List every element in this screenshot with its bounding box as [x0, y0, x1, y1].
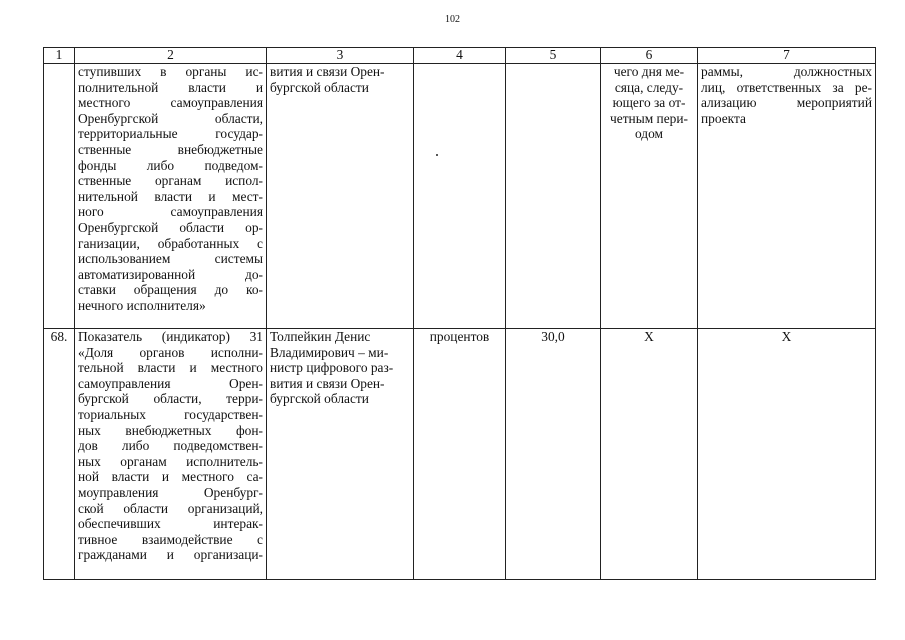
deadline-cell: [601, 64, 698, 329]
text-line: тельной власти и местного: [78, 360, 263, 376]
text-line: ступивших в органы ис-: [78, 64, 263, 79]
text-line: ственные органам испол-: [78, 173, 263, 189]
indicator-table: [43, 47, 876, 580]
text-line: нечного исполнителя»: [78, 297, 206, 313]
text-line: чего дня ме-: [613, 64, 685, 79]
text-line: ториальных государствен-: [78, 406, 263, 422]
text-line: ственные внебюджетные: [78, 141, 263, 157]
text-line: бургской области: [270, 391, 369, 407]
column-header-7: 7: [698, 48, 876, 64]
text-line: сяца, следу-: [614, 79, 684, 95]
text-line: бургской области: [270, 79, 369, 95]
text-line: ных внебюджетных фон-: [78, 422, 263, 438]
value-cell: 30,0: [506, 329, 601, 580]
text-line: нистр цифрового раз-: [270, 360, 394, 376]
row-number: 68.: [44, 329, 75, 580]
deadline-cell: Х: [601, 329, 698, 580]
text-line: самоуправления Орен-: [78, 375, 263, 391]
unit-cell: [414, 64, 506, 329]
column-header-5: 5: [506, 48, 601, 64]
page-number: 102: [445, 14, 460, 25]
text-line: проекта: [701, 110, 746, 126]
text-line: полнительной власти и: [78, 79, 263, 95]
text-line: четным пери-: [610, 110, 688, 126]
text-line: автоматизированной до-: [78, 266, 263, 282]
text-line: фонды либо подведом-: [78, 157, 263, 173]
text-line: ных органам исполнитель-: [78, 453, 263, 469]
text-line: ской области организаций,: [78, 500, 263, 516]
text-line: ной власти и местного са-: [78, 469, 263, 485]
text-line: Показатель (индикатор) 31: [78, 329, 263, 344]
column-header-4: 4: [414, 48, 506, 64]
text-line: одом: [634, 126, 664, 142]
text-line: Оренбургской области ор-: [78, 219, 263, 235]
table-row: [44, 329, 876, 580]
responsible-cell: [267, 64, 414, 329]
text-line: ализацию мероприятий: [701, 95, 872, 111]
text-line: использованием системы: [78, 251, 263, 267]
text-line: моуправления Оренбург-: [78, 484, 263, 500]
indicator-cell: [75, 64, 267, 329]
text-line: ганизации, обработанных с: [78, 235, 263, 251]
text-line: местного самоуправления: [78, 95, 263, 111]
text-line: нительной власти и мест-: [78, 188, 263, 204]
text-line: «Доля органов исполни-: [78, 344, 263, 360]
text-line: территориальные государ-: [78, 126, 263, 142]
row-number: [44, 64, 75, 329]
table-row: [44, 64, 876, 329]
note-cell: Х: [698, 329, 876, 580]
text-line: Владимирович – ми-: [270, 344, 389, 360]
text-line: гражданами и организаци-: [78, 547, 263, 563]
text-line: раммы, должностных: [701, 64, 872, 79]
column-number-row: [44, 48, 876, 64]
responsible-cell: [267, 329, 414, 580]
note-cell: [698, 64, 876, 329]
indicator-cell: [75, 329, 267, 580]
unit-cell: процентов: [414, 329, 506, 580]
column-header-2: 2: [75, 48, 267, 64]
text-line: ного самоуправления: [78, 204, 263, 220]
text-line: ставки обращения до ко-: [78, 282, 263, 298]
column-header-6: 6: [601, 48, 698, 64]
text-line: обеспечивших интерак-: [78, 516, 263, 532]
column-header-3: 3: [267, 48, 414, 64]
text-line: вития и связи Орен-: [270, 375, 385, 391]
text-line: Оренбургской области,: [78, 110, 263, 126]
text-line: ющего за от-: [612, 95, 686, 111]
text-line: лиц, ответственных за ре-: [701, 79, 872, 95]
value-cell: [506, 64, 601, 329]
text-line: бургской области, терри-: [78, 391, 263, 407]
text-line: дов либо подведомствен-: [78, 438, 263, 454]
text-line: вития и связи Орен-: [270, 64, 385, 79]
column-header-1: 1: [44, 48, 75, 64]
text-line: тивное взаимодействие с: [78, 531, 263, 547]
text-line: Толпейкин Денис: [270, 329, 371, 344]
